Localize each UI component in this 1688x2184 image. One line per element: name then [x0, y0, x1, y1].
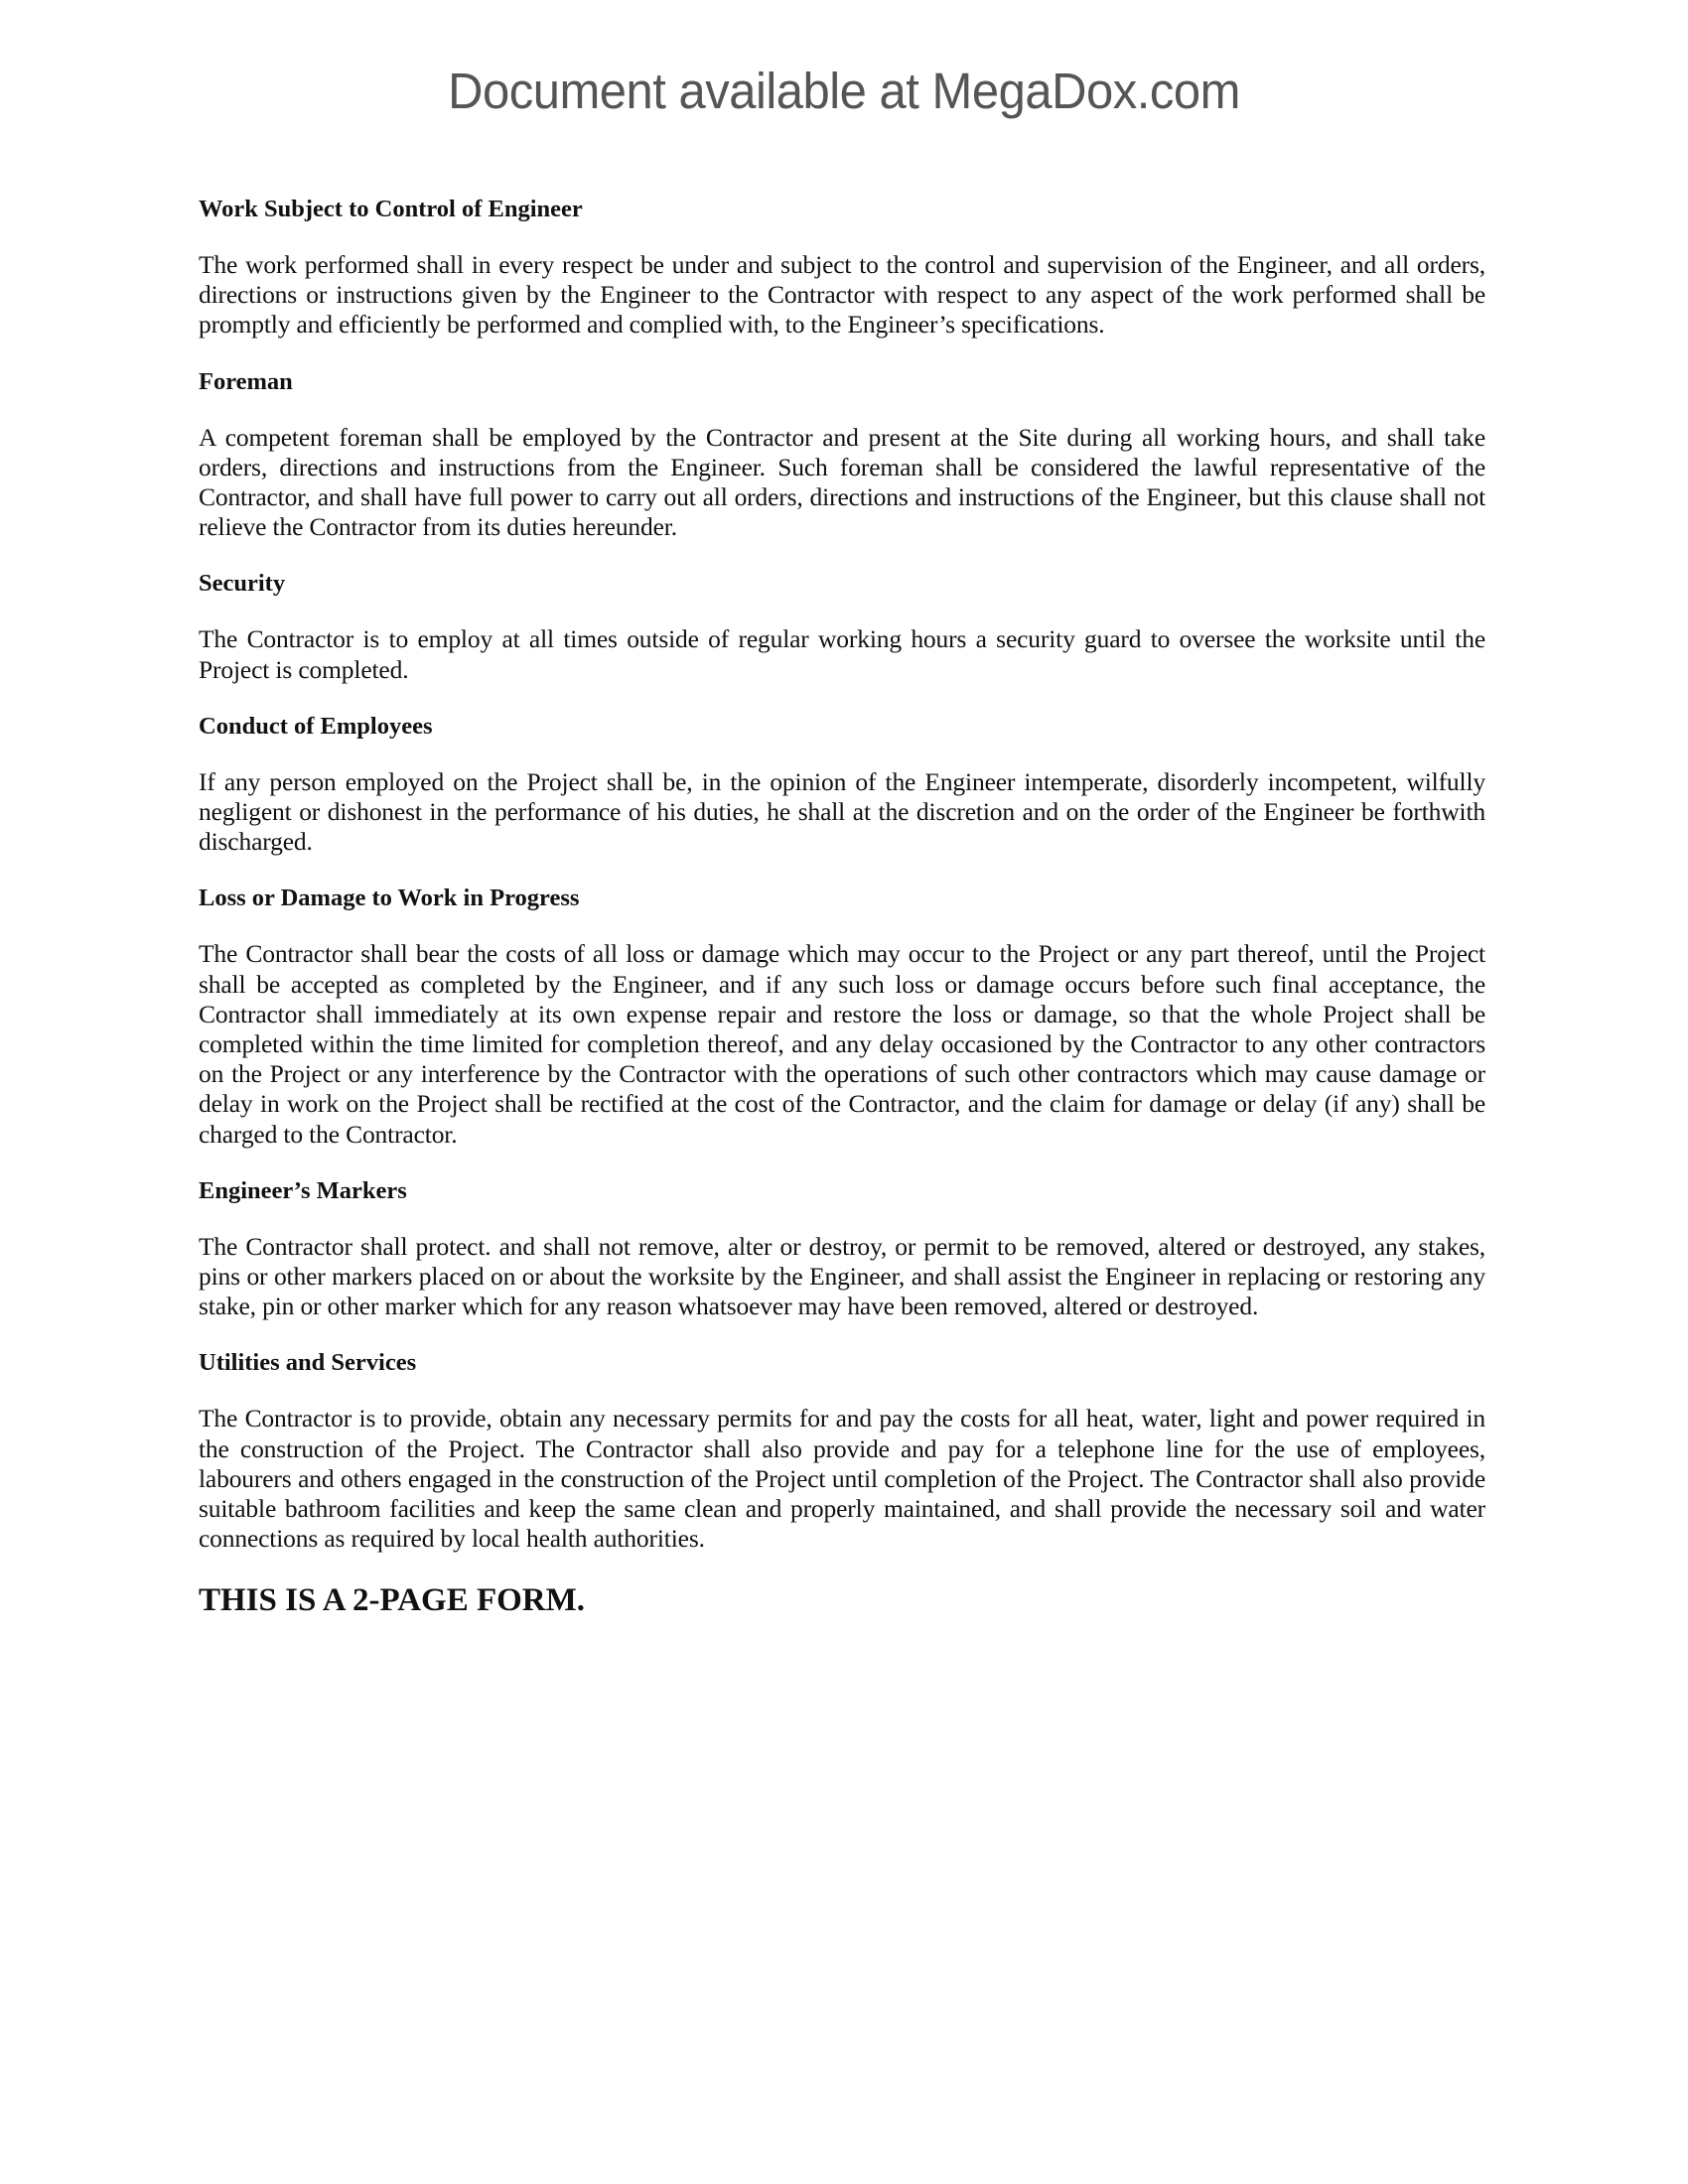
- section-security: [199, 569, 1485, 684]
- section-body: The Contractor shall protect. and shall not remove, alter or destroy, or permit to be removed, altered or destroyed, any stakes, pins or other markers placed on or about the worksite by the Engineer, and shall assist the Engineer in replacing or restoring any stake, pin or other marker which for any reason whatsoever may have been removed, altered or destroyed.: [199, 1231, 1485, 1321]
- section-utilities-and-services: [199, 1348, 1485, 1554]
- section-body: The Contractor is to provide, obtain any necessary permits for and pay the costs for all heat, water, light and power required in the construction of the Project. The Contractor shall also provide and pay for a telephone line for the use of employees, labourers and others engaged in the construction of the Project until completion of the Project. The Contractor shall also provide suitable bathroom facilities and keep the same clean and properly maintained, and shall provide the necessary soil and water connections as required by local health authorities.: [199, 1404, 1485, 1554]
- section-heading: Security: [199, 570, 286, 598]
- megadox-banner: Document available at MegaDox.com: [448, 63, 1240, 119]
- section-heading: Conduct of Employees: [199, 712, 433, 740]
- section-body: The Contractor is to employ at all times outside of regular working hours a security guard to oversee the worksite until the Project is completed.: [199, 624, 1485, 684]
- form-page-count-note: THIS IS A 2-PAGE FORM.: [199, 1582, 586, 1619]
- section-heading: Utilities and Services: [199, 1349, 417, 1377]
- section-work-subject-to-control: [199, 195, 1485, 341]
- section-body: If any person employed on the Project shall be, in the opinion of the Engineer intemperate, disorderly incompetent, wilfully negligent or dishonest in the performance of his duties, he shall at the discretion and on the order of the Engineer be forthwith discharged.: [199, 766, 1485, 857]
- section-body: The Contractor shall bear the costs of all loss or damage which may occur to the Project or any part thereof, until the Project shall be accepted as completed by the Engineer, and if any such loss or damage occurs before such final acceptance, the Contractor shall immediately at its own expense repair and restore the loss or damage, so that the whole Project shall be completed within the time limited for completion thereof, and any delay occasioned by the Contractor to any other contractors on the Project or any interference by the Contractor with the operations of such other contractors which may cause damage or delay in work on the Project shall be rectified at the cost of the Contractor, and the claim for damage or delay (if any) shall be charged to the Contractor.: [199, 939, 1485, 1149]
- document-page: [199, 195, 1485, 1620]
- section-engineers-markers: [199, 1176, 1485, 1322]
- section-heading: Engineer’s Markers: [199, 1176, 407, 1204]
- section-foreman: [199, 367, 1485, 543]
- section-loss-or-damage: [199, 884, 1485, 1149]
- section-heading: Foreman: [199, 367, 293, 395]
- section-conduct-of-employees: [199, 712, 1485, 858]
- section-heading: Work Subject to Control of Engineer: [199, 196, 583, 222]
- section-body: The work performed shall in every respect be under and subject to the control and supervision of the Engineer, and all orders, directions or instructions given by the Engineer to the Contractor with respect to any aspect of the work performed shall be promptly and efficiently be performed and complied with, to the Engineer’s specifications.: [199, 250, 1485, 340]
- section-heading: Loss or Damage to Work in Progress: [199, 885, 580, 912]
- section-body: A competent foreman shall be employed by the Contractor and present at the Site during all working hours, and shall take orders, directions and instructions from the Engineer. Such foreman shall be considered the lawful representative of the Contractor, and shall have full power to carry out all orders, directions and instructions of the Engineer, but this clause shall not relieve the Contractor from its duties hereunder.: [199, 422, 1485, 542]
